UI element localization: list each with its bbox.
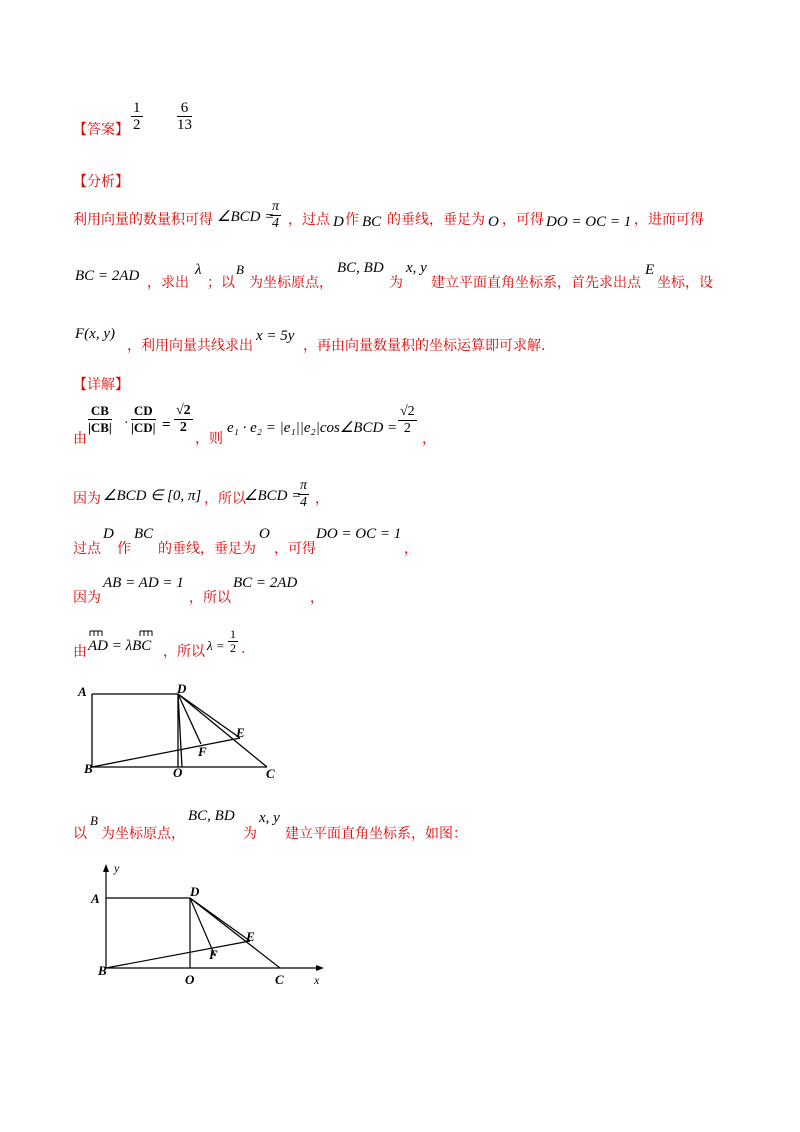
math-symbol: λ [195,262,202,278]
math-symbol: BC [134,526,154,542]
analysis-text: 为坐标原点， [249,275,333,291]
detail-text: 为坐标原点， [101,826,185,842]
analysis-text: 为 [389,275,403,291]
detail-text: 为 [243,826,257,842]
equals-sign: = [162,417,171,433]
detail-text: 由 [73,644,87,660]
math-expression: λ = [207,638,225,653]
point-label-D: D [190,884,200,899]
math-expression: ∠BCD ∈ [0, π] [103,488,202,504]
vector-fraction-cd: $\frac{CD}{|CD|}$ [131,403,156,435]
dot-operator: · [124,416,129,431]
analysis-text: ，利用向量共线求出 [127,338,253,354]
answer-label: 【答案】 [73,122,129,138]
detail-text: ， [315,491,329,507]
detail-text: 的垂线，垂足为 [158,541,256,557]
y-axis-arrow [103,864,109,872]
analysis-text: 坐标，设 [657,275,713,291]
detail-text: 作 [117,541,131,557]
point-label-A: A [78,684,87,699]
math-expression: x, y [259,810,280,826]
axis-label-x: x [314,973,320,987]
sqrt-fraction: $\frac{√2}{2}$ [176,403,191,435]
point-label-B: B [98,963,107,978]
sqrt-fraction: $\frac{√2}{2}$ [400,404,415,436]
detail-text: 由 [73,431,87,447]
math-symbol: B [236,262,244,277]
detail-text: 以 [73,826,87,842]
math-expression: BC, BD [188,808,235,824]
analysis-text: ，过点 [288,212,330,228]
detail-text: 过点 [73,541,101,557]
detail-text: ，所以 [204,491,246,507]
point-label-F: F [209,947,218,962]
math-expression: AB = AD = 1 [103,575,184,591]
point-label-O: O [173,765,183,780]
analysis-text: 利用向量的数量积可得 [73,212,213,228]
point-label-A: A [91,891,100,906]
answer-fraction-2: $\frac{6}{13}$ [177,100,192,133]
math-expression: F(x, y) [75,326,115,342]
math-expression: DO = OC = 1 [546,214,632,230]
x-axis-arrow [316,965,324,971]
geometry-figure-1 [70,680,290,780]
detail-text: ， [310,590,324,606]
math-expression: ∠BCD = [244,488,302,504]
detail-text: 因为 [73,491,101,507]
math-symbol: BC [362,214,382,230]
detail-text: ，可得 [274,541,316,557]
point-label-E: E [236,725,245,740]
detail-text: ， [422,431,436,447]
analysis-text: ；以 [207,275,235,291]
point-label-C: C [266,766,275,780]
detail-text: ，所以 [189,590,231,606]
analysis-text: 作 [345,212,359,228]
detail-text: ，所以 [163,644,205,660]
math-expression: e₁ · e₂ = |e₁||e₂|cos∠BCD = [227,420,398,436]
math-expression: x = 5y [256,328,295,344]
point-label-F: F [198,744,207,759]
math-expression: BC = 2AD [233,575,298,591]
point-label-B: B [84,761,93,776]
math-symbol: D [333,214,344,230]
detail-text: 建立平面直角坐标系，如图： [285,826,467,842]
math-symbol: O [259,526,270,542]
math-expression: ∠BCD = [217,209,275,225]
point-label-D: D [177,681,187,696]
point-label-O: O [185,972,195,987]
math-symbol: B [90,813,98,828]
math-symbol: O [488,214,499,230]
axis-label-y: y [114,861,120,875]
detail-text: 因为 [73,590,101,606]
analysis-label: 【分析】 [73,174,129,190]
geometry-figure-2 [80,858,330,988]
answer-fraction-1: $\frac{1}{2}$ [133,100,141,133]
point-label-C: C [275,972,284,987]
math-expression: BC, BD [337,260,384,276]
math-expression: x, y [406,260,427,276]
math-expression: BC = 2AD [75,268,140,284]
math-fraction: $\frac{\pi}{4}$ [300,478,308,510]
analysis-text: ，再由向量数量积的坐标运算即可求解. [303,338,546,354]
math-expression: DO = OC = 1 [316,526,402,542]
detail-label: 【详解】 [73,377,129,393]
math-symbol: D [103,526,114,542]
analysis-text: ，可得 [502,212,544,228]
detail-text: ， [404,541,418,557]
math-fraction: $\frac{\pi}{4}$ [272,199,280,231]
analysis-text: 的垂线，垂足为 [387,212,485,228]
math-symbol: E [645,262,655,278]
analysis-text: 建立平面直角坐标系，首先求出点 [431,275,641,291]
math-fraction: $\frac{1}{2}$ [230,627,236,655]
vector-fraction-cb: $\frac{CB}{|CB|}$ [88,403,112,435]
detail-text: ，则 [195,431,223,447]
point-label-E: E [246,929,255,944]
math-expression: AD = λBC [88,638,152,654]
detail-text: . [241,641,246,657]
vector-arrows [88,630,158,638]
analysis-text: ，求出 [147,275,189,291]
analysis-text: ，进而可得 [634,212,704,228]
